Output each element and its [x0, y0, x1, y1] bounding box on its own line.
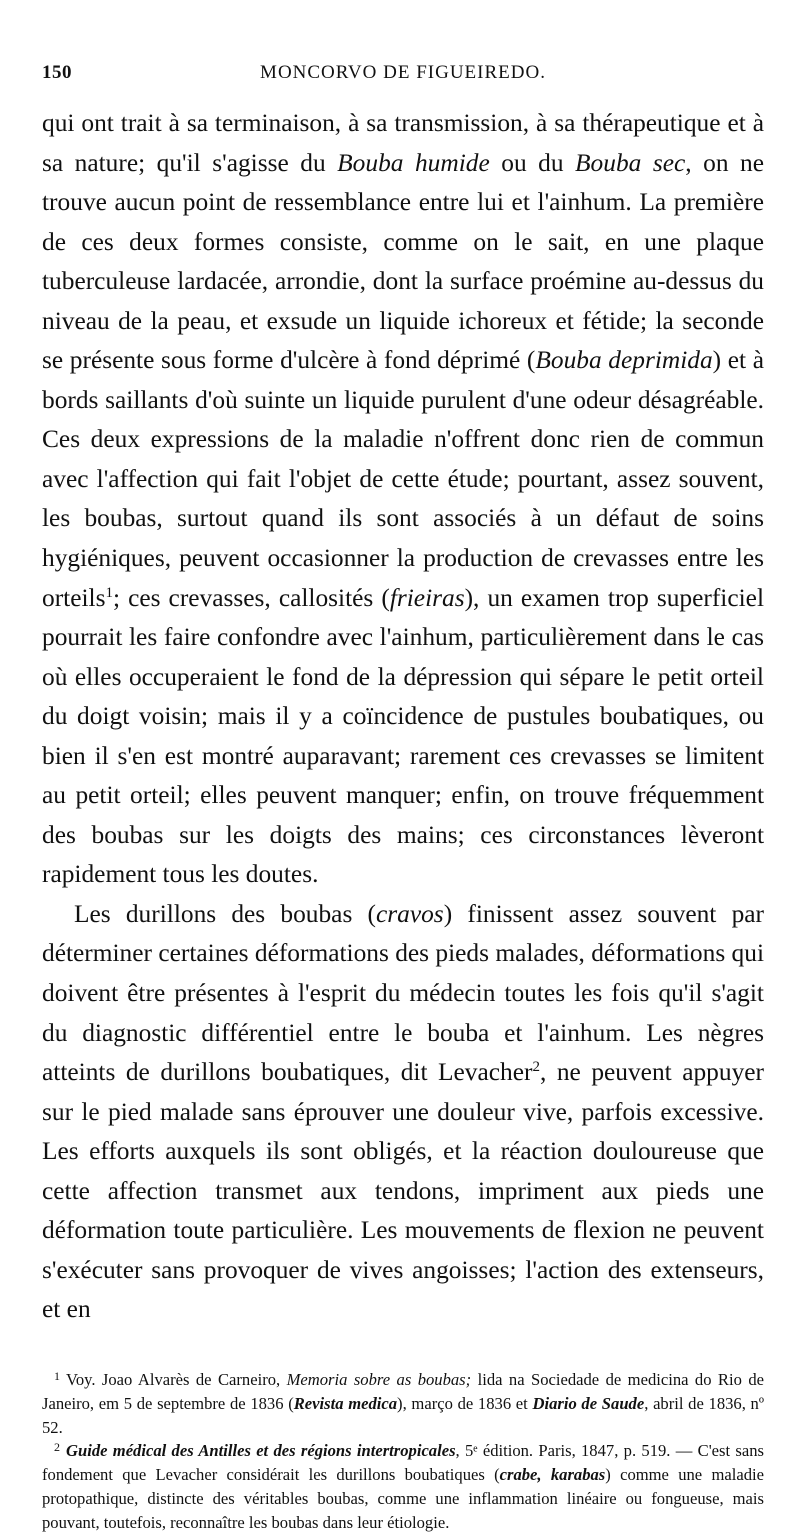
paragraph-2 [42, 895, 764, 1330]
page-number: 150 [42, 62, 72, 83]
text-run: , ne peuvent appuyer sur le pied malade sans éprouver une douleur vive, parfois excessive. Les efforts auxquels ils sont obligés, et la réaction douloureuse que cette affection transmet aux tendons, impriment aux pieds une déformation toute particulière. Les mouvements de flexion ne peuvent s'exécuter sans provoquer de vives angoisses; l'action des extenseurs, et en [42, 1058, 764, 1324]
text-run: ou du [489, 148, 576, 177]
footnote-2 [42, 1439, 764, 1534]
text-run: , on ne trouve aucun point de ressemblance entre lui et l'ainhum. La première de ces deux formes consiste, comme on le sait, en une plaque tuberculeuse lardacée, arrondie, dont la surface proémine au-dessus du niveau de la peau, et exsude un liquide ichoreux et fétide; la seconde se présente sous forme d'ulcère à fond déprimé ( [42, 148, 765, 375]
term-frieiras: frieiras [389, 583, 465, 612]
term-bouba-sec: Bouba sec [575, 148, 686, 177]
citation-title: Memoria sobre as boubas; [286, 1369, 472, 1389]
term-cravos: cravos [376, 899, 444, 928]
footnote-1 [42, 1368, 764, 1439]
text-run: ), un examen trop superficiel pourrait les faire confondre avec l'ainhum, particulièrement dans le cas où elles occuperaient le fond de la dépression qui sépare le petit orteil du doigt voisin; mais il y a coïncidence de pustules boubatiques, ou bien il s'en est montré auparavant; rarement ces crevasses se limitent au petit orteil; elles peuvent manquer; enfin, on trouve fréquemment des boubas sur les doigts des mains; ces circonstances lèveront rapidement tous les doutes. [42, 583, 764, 889]
footnote-number: 2 [54, 1440, 60, 1455]
footnotes [42, 1368, 764, 1535]
main-text [42, 104, 764, 1330]
running-header [42, 62, 764, 92]
text-run: ) comme une maladie protopathique, distincte des véritables boubas, comme une inflammation linéaire ou fongueuse, mais pouvant, toutefois, reconnaître les boubas dans leur étiologie. [42, 1465, 764, 1532]
term-crabe-karabas: crabe, karabas [499, 1465, 606, 1485]
text-run: ; ces crevasses, callosités ( [112, 583, 390, 612]
footnote-number: 1 [54, 1368, 60, 1383]
paragraph-1 [42, 104, 764, 895]
footnote-ref-1[interactable]: 1 [105, 584, 113, 601]
running-title: MONCORVO DE FIGUEIREDO. [260, 62, 546, 83]
text-run: qui ont trait à sa terminaison, à sa transmission, à sa thérapeutique et à sa nature; qu'il s'agisse du [42, 109, 764, 177]
text-run: lida na Sociedade de medicina do Rio de Janeiro, em 5 de septembre de 1836 ( [42, 1369, 764, 1413]
text-run: , abril de 1836, nº 52. [42, 1393, 764, 1437]
citation-journal: Diario de Saude [532, 1393, 645, 1413]
text-run: ), março de 1836 et [397, 1393, 533, 1413]
term-bouba-deprimida: Bouba deprimida [535, 346, 713, 375]
text-run: , 5ᵉ édition. Paris, 1847, p. 519. — C'est sans fondement que Levacher considérait les durillons boubatiques ( [42, 1441, 764, 1485]
text-run: ) et à bords saillants d'où suinte un liquide purulent d'une odeur désagréable. Ces deux expressions de la maladie n'offrent donc rien de commun avec l'affection qui fait l'objet de cette étude; pourtant, assez souvent, les boubas, surtout quand ils sont associés à un défaut de soins hygiéniques, peuvent occasionner la production de crevasses entre les orteils [42, 346, 764, 612]
term-bouba-humide: Bouba humide [337, 148, 490, 177]
book-page [42, 62, 764, 1535]
footnote-ref-2[interactable]: 2 [532, 1059, 540, 1076]
text-run: Les durillons des boubas ( [74, 899, 376, 928]
citation-journal: Revista medica [293, 1393, 398, 1413]
text-run: ) finissent assez souvent par déterminer certaines déformations des pieds malades, déformations qui doivent être présentes à l'esprit du médecin toutes les fois qu'il s'agit du diagnostic différentiel entre le bouba et l'ainhum. Les nègres atteints de durillons boubatiques, dit Levacher [42, 899, 764, 1087]
text-run: Voy. Joao Alvarès de Carneiro, [66, 1369, 287, 1389]
citation-title: Guide médical des Antilles et des régions intertropicales [66, 1441, 456, 1461]
